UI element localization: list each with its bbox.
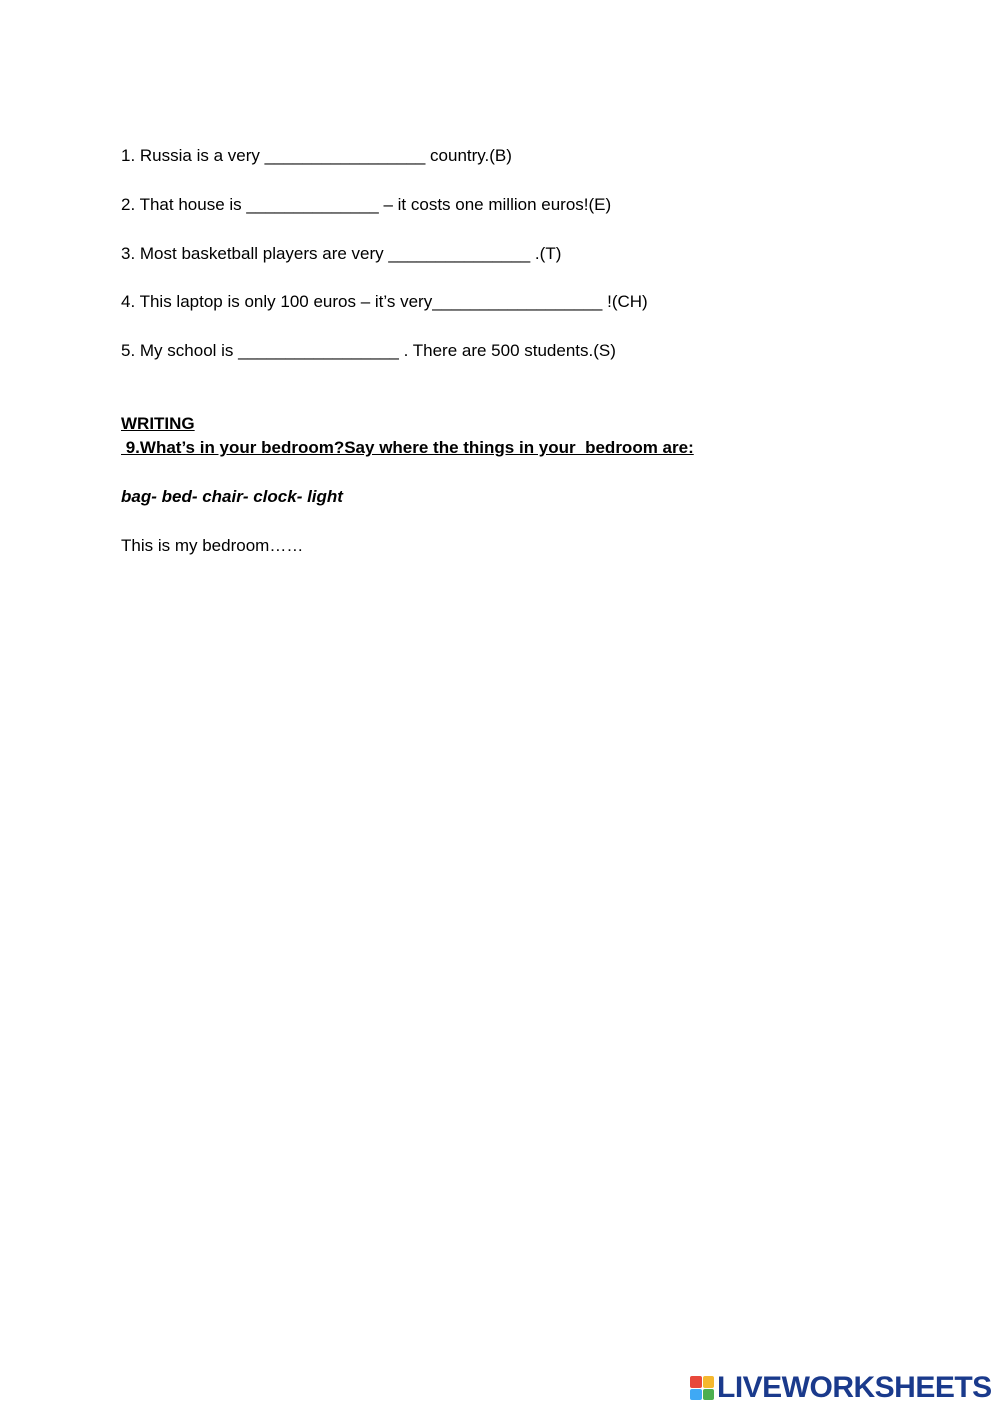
- liveworksheets-logo: [690, 1372, 992, 1404]
- word-list: bag- bed- chair- clock- light: [121, 487, 343, 506]
- logo-icon-tile-l: [690, 1376, 702, 1388]
- logo-icon-tile-v: [690, 1389, 702, 1401]
- logo-icon-tile-e: [703, 1389, 715, 1401]
- writing-question: 9.What’s in your bedroom?Say where the things in your bedroom are:: [121, 438, 694, 457]
- exercise-item-4: 4. This laptop is only 100 euros – it’s very__________________ !(CH): [121, 292, 648, 311]
- exercise-item-3: 3. Most basketball players are very _______________ .(T): [121, 244, 562, 263]
- writing-title: WRITING: [121, 414, 195, 433]
- liveworksheets-logo-icon: [690, 1376, 714, 1400]
- writing-starter: This is my bedroom……: [121, 536, 304, 555]
- exercise-item-2: 2. That house is ______________ – it costs one million euros!(E): [121, 195, 612, 214]
- liveworksheets-logo-text: LIVEWORKSHEETS: [717, 1371, 992, 1404]
- exercise-item-1: 1. Russia is a very _________________ country.(B): [121, 146, 512, 165]
- logo-icon-tile-i: [703, 1376, 715, 1388]
- exercise-item-5: 5. My school is _________________ . There are 500 students.(S): [121, 341, 616, 360]
